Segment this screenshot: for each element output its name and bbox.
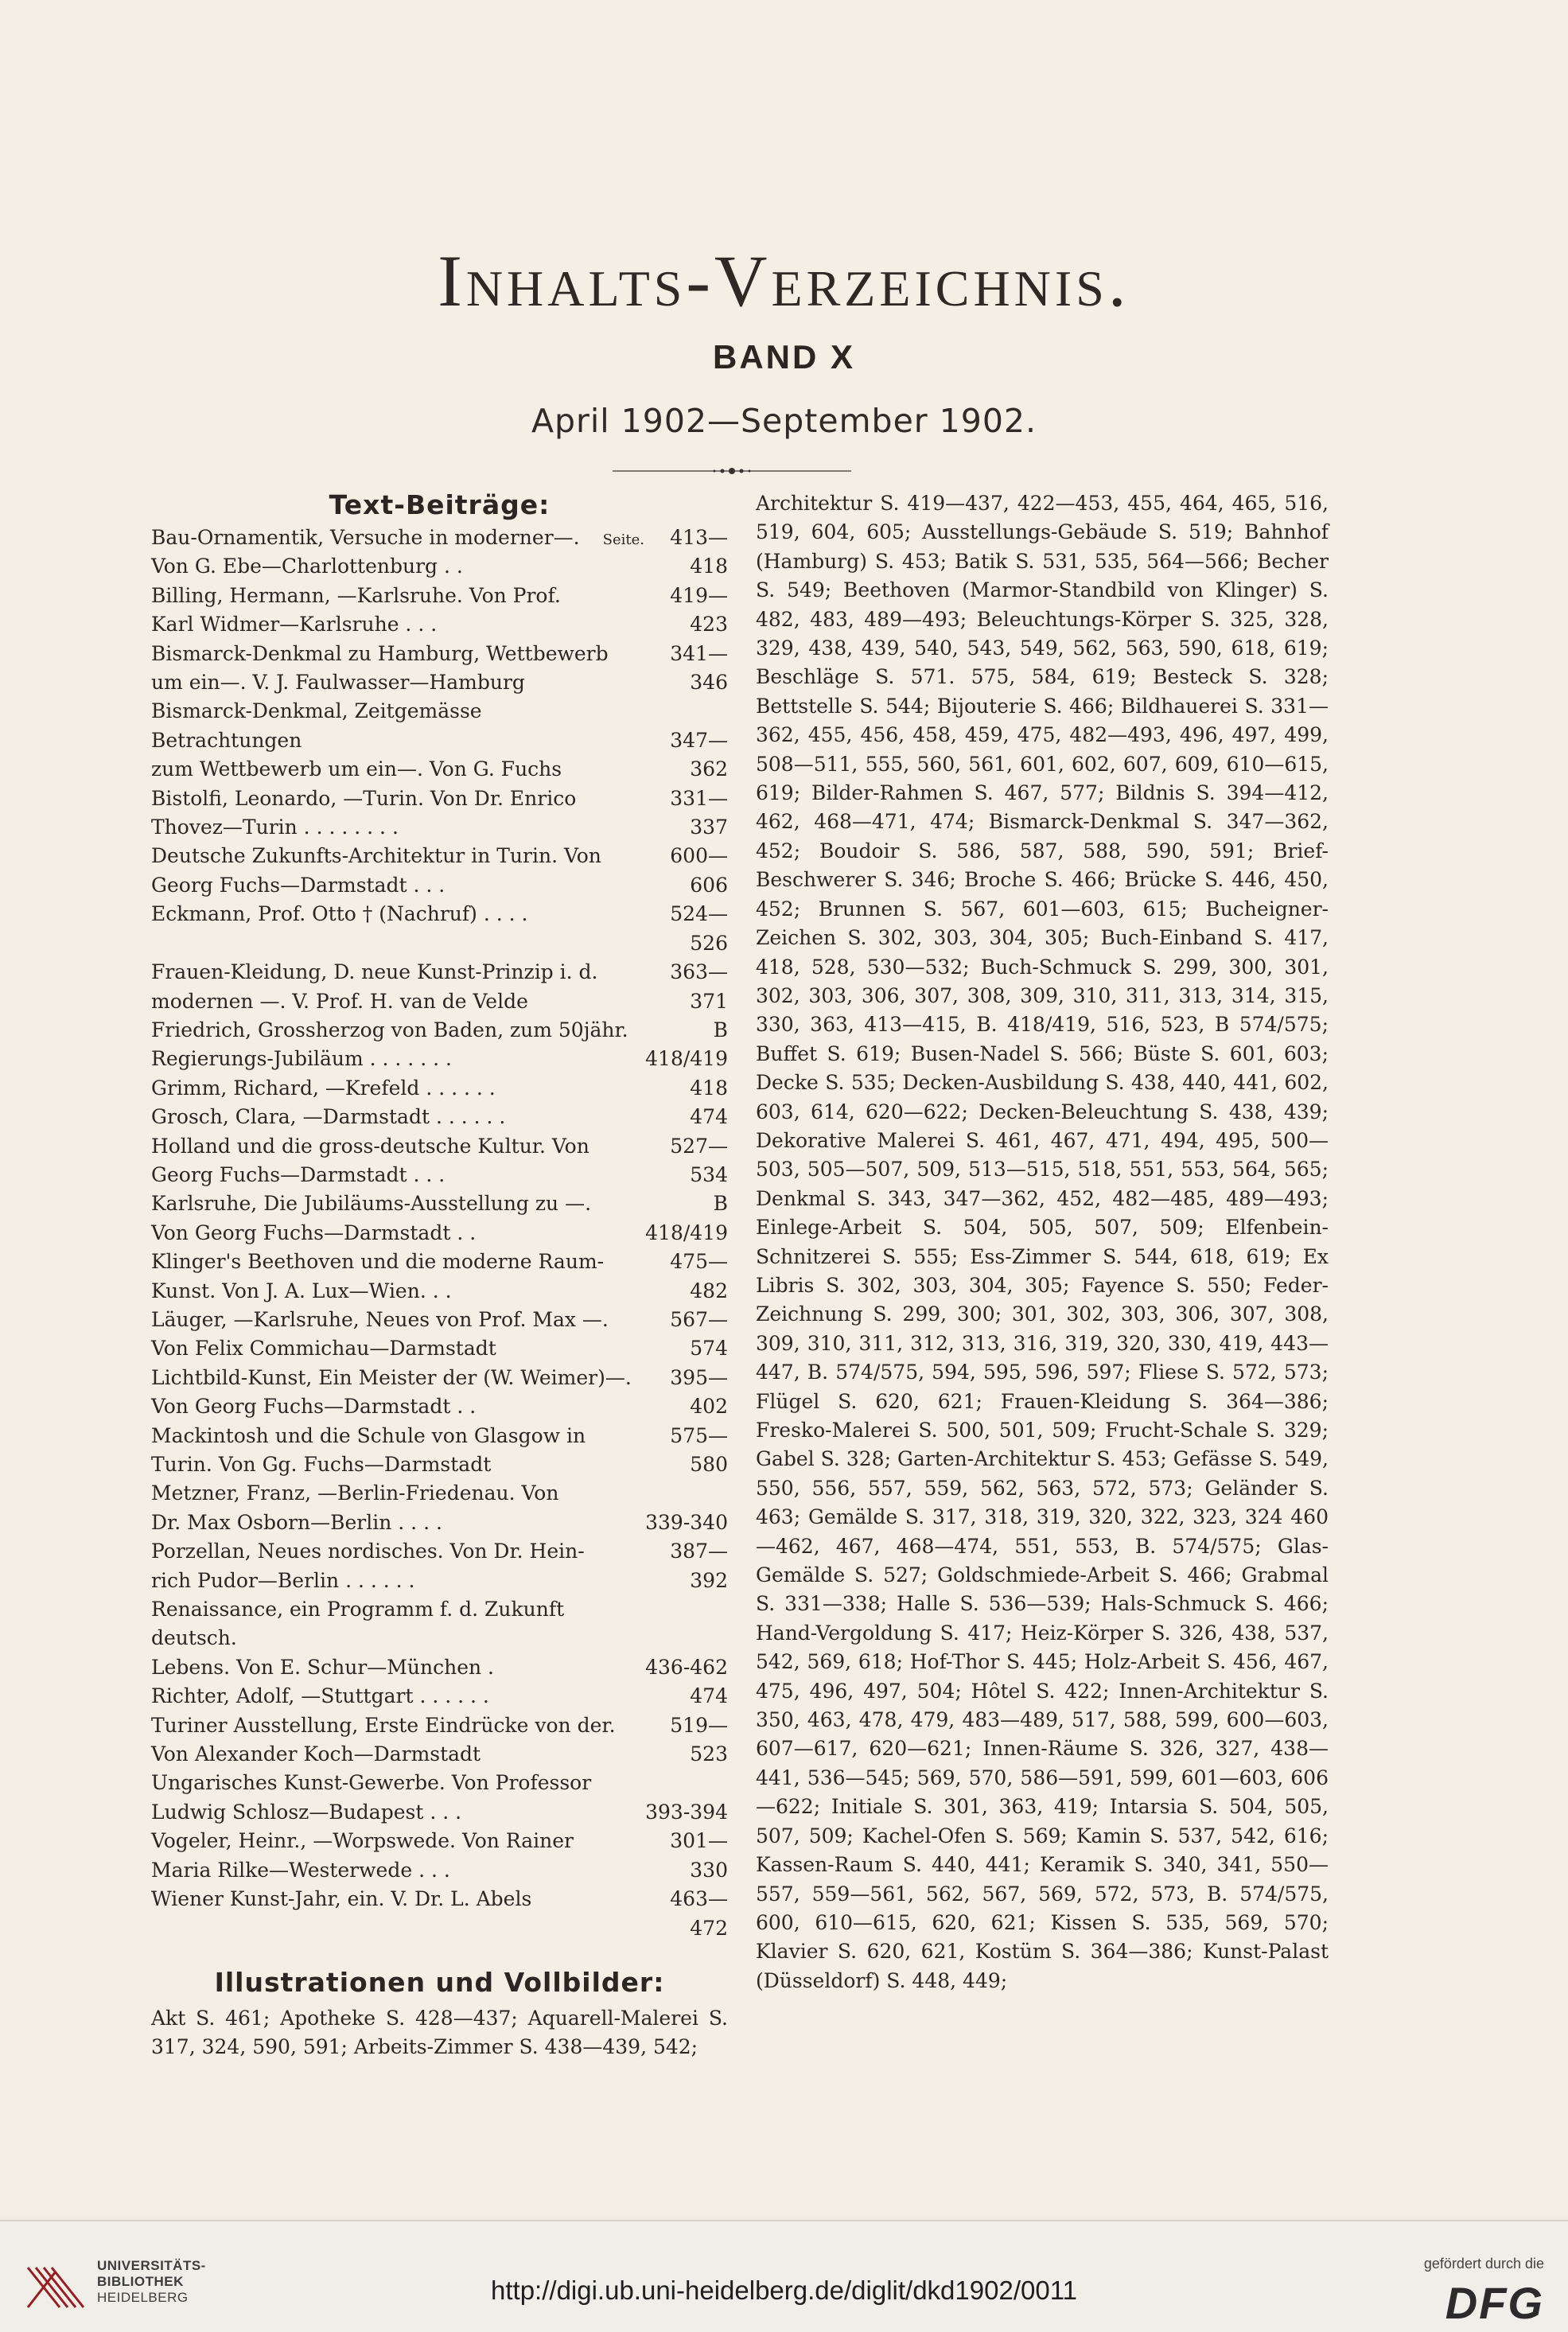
- toc-entry-title: Ungarisches Kunst-Gewerbe. Von Professor Ludwig Schlosz—Budapest . . .: [151, 1771, 592, 1824]
- toc-entry: [151, 1711, 728, 1769]
- toc-entry-pages: 419—423: [670, 583, 728, 637]
- toc-entry-pages: 519—523: [670, 1713, 728, 1766]
- toc-entry-pages: 567—574: [670, 1307, 728, 1361]
- university-name: UNIVERSITÄTS- BIBLIOTHEK HEIDELBERG: [97, 2258, 206, 2305]
- text-entries-list: [151, 524, 728, 1943]
- toc-entry-title: Grimm, Richard, —Krefeld . . . . . .: [151, 1076, 496, 1100]
- toc-entry-title: Deutsche Zukunfts-Architektur in Turin. Von Georg Fuchs—Darmstadt . . .: [151, 844, 601, 897]
- text-section-heading: Text-Beiträge:: [329, 489, 551, 520]
- toc-entry-title: Bismarck-Denkmal zu Hamburg, Wettbewerb um ein—. V. J. Faulwasser—Hamburg: [151, 641, 609, 695]
- ornament-divider: [613, 465, 851, 477]
- toc-entry-title: Läuger, —Karlsruhe, Neues von Prof. Max —. Von Felix Commichau—Darmstadt: [151, 1307, 609, 1361]
- toc-entry: [151, 1682, 728, 1711]
- toc-entry-title: Bismarck-Denkmal, Zeitgemässe Betrachtungen zum Wettbewerb um ein—. Von G. Fuchs: [151, 699, 562, 781]
- right-column: [756, 489, 1329, 1995]
- toc-entry-pages: 524—526: [670, 902, 728, 955]
- dfg-logo: DFG: [1445, 2278, 1544, 2328]
- toc-entry-pages: 413—418: [670, 526, 728, 578]
- toc-entry: [151, 1074, 728, 1103]
- toc-entry: [151, 784, 728, 843]
- toc-entry-title: Eckmann, Prof. Otto † (Nachruf) . . . .: [151, 902, 528, 926]
- toc-entry-title: Bau-Ornamentik, Versuche in moderner—. Von G. Ebe—Charlottenburg . .: [151, 526, 580, 578]
- footer-divider: [0, 2220, 1568, 2221]
- toc-entry: [151, 1769, 728, 1827]
- toc-entry-title: Grosch, Clara, —Darmstadt . . . . . .: [151, 1105, 506, 1129]
- toc-entry-title: Wiener Kunst-Jahr, ein. V. Dr. L. Abels: [151, 1887, 532, 1911]
- illustrations-text-left: Akt S. 461; Apotheke S. 428—437; Aquarell-Malerei S. 317, 324, 590, 591; Arbeits-Zimmer S. 438—439, 542;: [151, 2006, 728, 2059]
- toc-entry: [151, 1306, 728, 1364]
- toc-entry: [151, 958, 728, 1016]
- toc-entry-pages: 347—362: [670, 728, 728, 781]
- funding-caption: gefördert durch die: [1423, 2256, 1544, 2272]
- toc-entry-pages: B 418/419: [645, 1018, 728, 1071]
- toc-entry-title: Vogeler, Heinr., —Worpswede. Von Rainer Maria Rilke—Westerwede . . .: [151, 1829, 574, 1882]
- toc-entry-title: Holland und die gross-deutsche Kultur. Von Georg Fuchs—Darmstadt . . .: [151, 1134, 589, 1186]
- toc-entry: [151, 1189, 728, 1248]
- toc-entry-title: Friedrich, Grossherzog von Baden, zum 50jähr. Regierungs-Jubiläum . . . . . . .: [151, 1018, 628, 1071]
- toc-entry: [151, 640, 728, 698]
- toc-entry-pages: 418: [690, 1076, 728, 1100]
- toc-entry-pages: 475—482: [670, 1250, 728, 1302]
- toc-entry-pages: 463—472: [670, 1887, 728, 1940]
- document-url-link[interactable]: http://digi.ub.uni-heidelberg.de/diglit/dkd1902/0011: [491, 2276, 1077, 2305]
- toc-entry: [151, 1479, 728, 1537]
- toc-entry-title: Klinger's Beethoven und die moderne Raum- Kunst. Von J. A. Lux—Wien. . .: [151, 1250, 605, 1302]
- toc-entry-title: Renaissance, ein Programm f. d. Zukunft deutsch. Lebens. Von E. Schur—München .: [151, 1598, 565, 1679]
- toc-entry: [151, 1364, 728, 1422]
- toc-entry: [151, 1422, 728, 1480]
- illustrations-text-right: Architektur S. 419—437, 422—453, 455, 464, 465, 516, 519, 604, 605; Ausstellungs-Gebäude S. 519; Bahnhof (Hamburg) S. 453; Batik S. 531, 535, 564—566; Becher S. 549; Beethoven (Marmor-Standbild von Klinger) S. 482, 483, 489—493; Beleuchtungs-Körper S. 325, 328, 329, 438, 439, 540, 543, 549, 562, 563, 590, 618, 619; Beschläge S. 571. 575, 584, 619; Besteck S. 328; Bettstelle S. 544; Bijouterie S. 466; Bildhauerei S. 331—362, 455, 456, 458, 459, 475, 482—493, 496, 497, 499, 508—511, 555, 560, 561, 601, 602, 607, 609, 610—615, 619; Bilder-Rahmen S. 467, 577; Bildnis S. 394—412, 462, 468—471, 474; Bismarck-Denkmal S. 347—362, 452; Boudoir S. 586, 587, 588, 590, 591; Brief-Beschwerer S. 346; Broche S. 466; Brücke S. 446, 450, 452; Brunnen S. 567, 601—603, 615; Bucheigner-Zeichen S. 302, 303, 304, 305; Buch-Einband S. 417, 418, 528, 530—532; Buch-Schmuck S. 299, 300, 301, 302, 303, 306, 307, 308, 309, 310, 311, 313, 314, 315, 330, 363, 413—415, B. 418/419, 516, 523, B 574/575; Buffet S. 619; Busen-Nadel S. 566; Büste S. 601, 603; Decke S. 535; Decken-Ausbildung S. 438, 440, 441, 602, 603, 614, 620—622; Decken-Beleuchtung S. 438, 439; Dekorative Malerei S. 461, 467, 471, 494, 495, 500—503, 505—507, 509, 513—515, 518, 551, 553, 564, 565; Denkmal S. 343, 347—362, 452, 482—485, 489—493; Einlege-Arbeit S. 504, 505, 507, 509; Elfenbein-Schnitzerei S. 555; Ess-Zimmer S. 544, 618, 619; Ex Libris S. 302, 303, 304, 305; Fayence S. 550; Feder-Zeichnung S. 299, 300; 301, 302, 303, 306, 307, 308, 309, 310, 311, 312, 313, 316, 319, 320, 330, 419, 443—447, B. 574/575, 594, 595, 596, 597; Fliese S. 572, 573; Flügel S. 620, 621; Frauen-Kleidung S. 364—386; Fresko-Malerei S. 500, 501, 509; Frucht-Schale S. 329; Gabel S. 328; Garten-Architektur S. 453; Gefässe S. 549, 550, 556, 557, 559, 562, 563, 572, 573; Geländer S. 463; Gemälde S. 317, 318, 319, 320, 322, 323, 324 460—462, 467, 468—474, 551, 553, B. 574/575; Glas-Gemälde S. 527; Goldschmiede-Arbeit S. 466; Grabmal S. 331—338; Halle S. 536—539; Hals-Schmuck S. 466; Hand-Vergoldung S. 417; Heiz-Körper S. 326, 438, 537, 542, 569, 618; Hof-Thor S. 445; Holz-Arbeit S. 456, 467, 475, 496, 497, 504; Hôtel S. 422; Innen-Architektur S. 350, 463, 478, 479, 483—489, 517, 588, 599, 600—603, 607—617, 620—621; Innen-Räume S. 326, 327, 438—441, 536—545; 569, 570, 586—591, 599, 601—603, 606—622; Initiale S. 301, 363, 419; Intarsia S. 504, 505, 507, 509; Kachel-Ofen S. 569; Kamin S. 537, 542, 616; Kassen-Raum S. 440, 441; Keramik S. 340, 341, 550—557, 559—561, 562, 567, 569, 572, 573, B. 574/575, 600, 610—615, 620, 621; Kissen S. 535, 569, 570; Klavier S. 620, 621, Kostüm S. 364—386; Kunst-Palast (Düsseldorf) S. 448, 449;: [756, 492, 1329, 1992]
- toc-entry-pages: 363—371: [670, 960, 728, 1013]
- toc-entry: [151, 1595, 728, 1682]
- toc-entry-pages: 474: [690, 1105, 728, 1129]
- toc-entry: [151, 1537, 728, 1595]
- toc-entry-pages: 436-462: [645, 1655, 728, 1679]
- toc-entry: [151, 842, 728, 900]
- toc-entry-title: Richter, Adolf, —Stuttgart . . . . . .: [151, 1684, 489, 1708]
- toc-entry-title: Lichtbild-Kunst, Ein Meister der (W. Weimer)—. Von Georg Fuchs—Darmstadt . .: [151, 1365, 632, 1419]
- toc-entry: [151, 1885, 728, 1943]
- left-column: Text-Beiträge: Seite. Bau-Ornamentik, Versuche in moderner—. Von G. Ebe—Charlottenburg . . 413—418 Billing, Hermann, —Karlsruhe. Von Prof. Karl Widmer—Karlsruhe . . . 419—423 Bismarck-Denkmal zu Hamburg, Wettbewerb um ein—. V. J. Faulwasser—Hamburg 341—346 Bismarck-Denkmal, Zeitgemässe Betrachtungen zum Wettbewerb um ein—. Von G. Fuchs 347—362 Bistolfi, Leonardo, —Turin. Von Dr. Enrico Thovez—Turin . . . . . . . . 331—337 Deutsche Zukunfts-Architektur in Turin. Von Georg Fuchs—Darmstadt . . . 600—606 Eckmann, Prof. Otto † (Nachruf) . . . . 524—526 Frauen-Kleidung, D. neue Kunst-Prinzip i. d. modernen —. V. Prof. H. van de Velde 363—371 Friedrich, Grossherzog von Baden, zum 50jähr. Regierungs-Jubiläum . . . . . . . B 418/419 Grimm, Richard, —Krefeld . . . . . . 418 Grosch, Clara, —Darmstadt . . . . . . 474 Holland und die gross-deutsche Kultur. Von Georg Fuchs—Darmstadt . . . 527—534 Karlsruhe, Die Jubiläums-Ausstellung zu —. Von Georg Fuchs—Darmstadt . . B 418/419 Klinger's Beethoven und die moderne Raum- Kunst. Von J. A. Lux—Wien. . . 475—482 Läuger, —Karlsruhe, Neues von Prof. Max —. Von Felix Commichau—Darmstadt 567—574 Lichtbild-Kunst, Ein Meister der (W. Weimer)—. Von Georg Fuchs—Darmstadt . . 395—402 Mackintosh und die Schule von Glasgow in Turin. Von Gg. Fuchs—Darmstadt 575—580 Metzner, Franz, —Berlin-Friedenau. Von Dr. Max Osborn—Berlin . . . . 339-340 Porzellan, Neues nordisches. Von Dr. Hein- rich Pudor—Berlin . . . . . . 387—392 Renaissance, ein Programm f. d. Zukunft deutsch. Lebens. Von E. Schur—München . 436-462 Richter, Adolf, —Stuttgart . . . . . . 474 Turiner Ausstellung, Erste Eindrücke von der. Von Alexander Koch—Darmstadt 519—523 Ungarisches Kunst-Gewerbe. Von Professor Ludwig Schlosz—Budapest . . . 393-394 Vogeler, Heinr., —Worpswede. Von Rainer Maria Rilke—Westerwede . . . 301—330 Wiener Kunst-Jahr, ein. V. Dr. L. Abels 463—472 Illustrationen und Vollbilder: Akt S. 461; Apotheke S. 428—437; Aquarell-Malerei S. 317, 324, 590, 591; Arbeits-Zimmer S. 438—439, 542;: [151, 489, 728, 2062]
- toc-entry-pages: 575—580: [670, 1423, 728, 1476]
- toc-entry: [151, 1132, 728, 1190]
- toc-entry-pages: 387—392: [670, 1540, 728, 1592]
- toc-entry-title: Mackintosh und die Schule von Glasgow in Turin. Von Gg. Fuchs—Darmstadt: [151, 1423, 586, 1476]
- toc-entry-pages: B 418/419: [645, 1192, 728, 1244]
- period-label: April 1902—September 1902.: [531, 402, 1037, 440]
- toc-entry: [151, 1248, 728, 1306]
- toc-entry-pages: 527—534: [670, 1134, 728, 1186]
- toc-entry-pages: 600—606: [670, 844, 728, 897]
- page-title: Inhalts-Verzeichnis.: [438, 240, 1130, 321]
- footer-bar: [0, 2220, 1568, 2332]
- toc-entry-pages: 339-340: [645, 1510, 728, 1534]
- toc-entry-pages: 331—337: [670, 786, 728, 839]
- toc-entry-title: Karlsruhe, Die Jubiläums-Ausstellung zu —. Von Georg Fuchs—Darmstadt . .: [151, 1192, 592, 1244]
- toc-entry: [151, 582, 728, 640]
- toc-entry: [151, 1103, 728, 1131]
- toc-entry-pages: 341—346: [670, 641, 728, 695]
- toc-entry-title: Turiner Ausstellung, Erste Eindrücke von der. Von Alexander Koch—Darmstadt: [151, 1713, 616, 1766]
- toc-entry-title: Metzner, Franz, —Berlin-Friedenau. Von Dr. Max Osborn—Berlin . . . .: [151, 1481, 559, 1534]
- toc-entry-pages: 474: [690, 1684, 728, 1708]
- volume-label: BAND X: [712, 338, 855, 376]
- toc-entry: [151, 697, 728, 784]
- toc-entry: [151, 1016, 728, 1074]
- toc-entry: [151, 1827, 728, 1885]
- toc-entry-pages: 393-394: [645, 1800, 728, 1824]
- toc-entry-pages: 395—402: [670, 1365, 728, 1419]
- toc-entry-title: Frauen-Kleidung, D. neue Kunst-Prinzip i. d. modernen —. V. Prof. H. van de Velde: [151, 960, 598, 1013]
- illustrations-heading: Illustrationen und Vollbilder:: [214, 1966, 665, 1998]
- toc-entry-pages: 301—330: [670, 1829, 728, 1882]
- toc-entry-title: Bistolfi, Leonardo, —Turin. Von Dr. Enrico Thovez—Turin . . . . . . . .: [151, 786, 577, 839]
- toc-entry-title: Porzellan, Neues nordisches. Von Dr. Hein- rich Pudor—Berlin . . . . . .: [151, 1540, 585, 1592]
- toc-entry: [151, 900, 728, 958]
- toc-entry-title: Billing, Hermann, —Karlsruhe. Von Prof. Karl Widmer—Karlsruhe . . .: [151, 583, 561, 637]
